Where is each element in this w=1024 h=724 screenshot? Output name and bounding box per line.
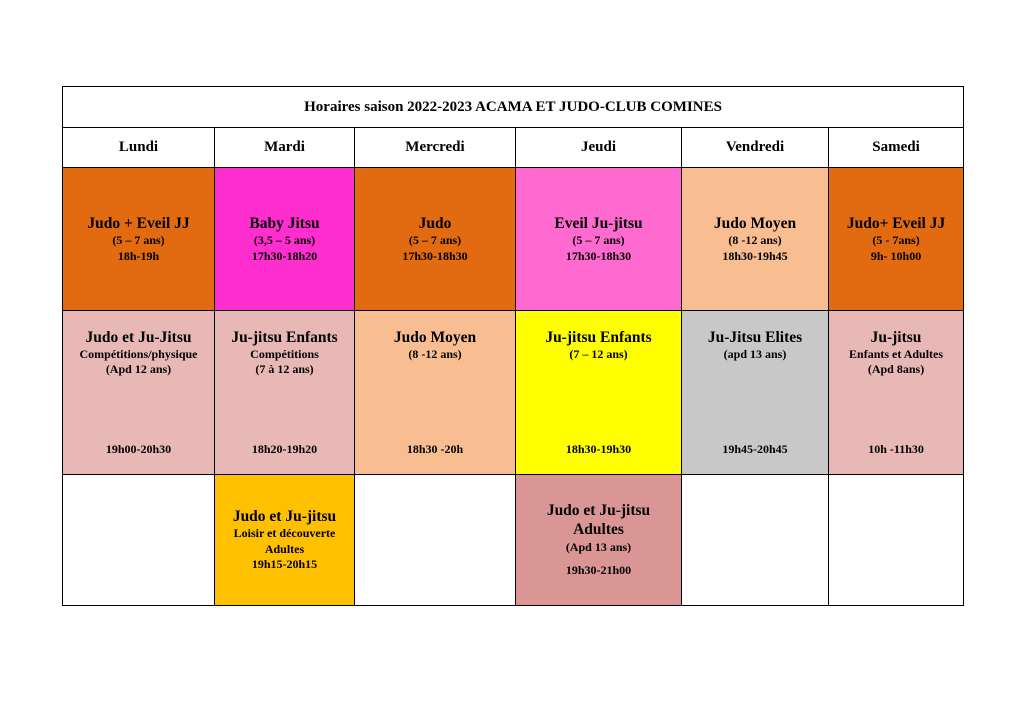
class-detail: Loisir et découverte xyxy=(233,526,336,541)
class-title: Ju-Jitsu Elites xyxy=(707,328,803,346)
class-time: 18h30 -20h xyxy=(406,441,464,456)
class-cell-jeudi-1 xyxy=(516,168,682,311)
empty-cell-vendredi-3 xyxy=(682,475,829,606)
class-time: 19h00-20h30 xyxy=(105,441,172,456)
class-cell-mardi-3 xyxy=(215,475,355,606)
class-title: Ju-jitsu Enfants xyxy=(545,328,652,346)
class-cell-mardi-1 xyxy=(215,168,355,311)
class-title: Judo Moyen xyxy=(393,328,477,346)
class-time: 19h30-21h00 xyxy=(565,563,632,578)
class-time: 18h30-19h30 xyxy=(565,441,632,456)
class-age: (5 – 7 ans) xyxy=(112,233,165,248)
class-age: (7 à 12 ans) xyxy=(255,362,314,377)
class-title: Judo et Ju-Jitsu xyxy=(85,328,192,346)
class-cell-samedi-1 xyxy=(829,168,964,311)
class-time: 19h45-20h45 xyxy=(722,441,788,456)
class-title: Judo + Eveil JJ xyxy=(87,214,190,232)
class-time: 19h15-20h15 xyxy=(251,557,318,572)
class-time: 17h30-18h30 xyxy=(402,248,468,263)
class-title: Judo xyxy=(418,214,452,232)
empty-cell-samedi-3 xyxy=(829,475,964,606)
class-title: Judo et Ju-jitsu xyxy=(232,507,337,525)
class-title: Eveil Ju-jitsu xyxy=(554,214,643,232)
day-header-vendredi: Vendredi xyxy=(682,128,829,168)
class-age: (8 -12 ans) xyxy=(728,233,782,248)
day-header-samedi: Samedi xyxy=(829,128,964,168)
schedule-table xyxy=(62,86,964,606)
class-cell-mercredi-2 xyxy=(355,311,516,475)
empty-cell-lundi-3 xyxy=(63,475,215,606)
class-age: (5 – 7 ans) xyxy=(408,233,462,248)
class-time: 18h-19h xyxy=(117,248,160,263)
class-cell-samedi-2 xyxy=(829,311,964,475)
class-detail: Compétitions xyxy=(250,346,319,361)
class-title: Ju-jitsu xyxy=(870,328,922,346)
class-time: 17h30-18h20 xyxy=(251,248,318,263)
class-time: 10h -11h30 xyxy=(868,441,924,456)
class-cell-jeudi-2 xyxy=(516,311,682,475)
class-title: Judo Moyen xyxy=(713,214,797,232)
class-title: Baby Jitsu xyxy=(249,214,320,232)
day-header-mardi: Mardi xyxy=(215,128,355,168)
class-age: (Apd 12 ans) xyxy=(105,362,172,377)
class-cell-vendredi-2 xyxy=(682,311,829,475)
class-cell-mardi-2 xyxy=(215,311,355,475)
schedule-title: Horaires saison 2022-2023 ACAMA ET JUDO-CLUB COMINES xyxy=(63,87,964,128)
class-detail: Enfants et Adultes xyxy=(849,346,944,361)
class-cell-lundi-1 xyxy=(63,168,215,311)
class-cell-jeudi-3 xyxy=(516,475,682,606)
day-header-mercredi: Mercredi xyxy=(355,128,516,168)
class-audience: Adultes xyxy=(264,541,305,556)
class-title: Ju-jitsu Enfants xyxy=(231,328,338,346)
class-age: (Apd 13 ans) xyxy=(565,539,632,554)
class-title: Judo+ Eveil JJ xyxy=(846,214,946,232)
class-cell-mercredi-1 xyxy=(355,168,516,311)
class-age: (8 -12 ans) xyxy=(408,346,462,361)
class-time: 17h30-18h30 xyxy=(565,248,632,263)
class-age: (5 - 7ans) xyxy=(872,233,920,248)
empty-cell-mercredi-3 xyxy=(355,475,516,606)
class-age: (7 – 12 ans) xyxy=(569,346,628,361)
class-time: 9h- 10h00 xyxy=(870,248,922,263)
class-title: Judo et Ju-jitsu xyxy=(546,502,651,520)
class-cell-vendredi-1 xyxy=(682,168,829,311)
class-age: (5 – 7 ans) xyxy=(572,233,625,248)
class-age: (apd 13 ans) xyxy=(723,346,787,361)
class-time: 18h20-19h20 xyxy=(251,441,318,456)
class-cell-lundi-2 xyxy=(63,311,215,475)
class-audience: Adultes xyxy=(573,521,624,539)
class-detail: Compétitions/physique xyxy=(79,346,198,361)
class-age: (Apd 8ans) xyxy=(867,362,925,377)
class-time: 18h30-19h45 xyxy=(722,248,788,263)
day-header-lundi: Lundi xyxy=(63,128,215,168)
class-age: (3,5 – 5 ans) xyxy=(253,233,316,248)
day-header-jeudi: Jeudi xyxy=(516,128,682,168)
